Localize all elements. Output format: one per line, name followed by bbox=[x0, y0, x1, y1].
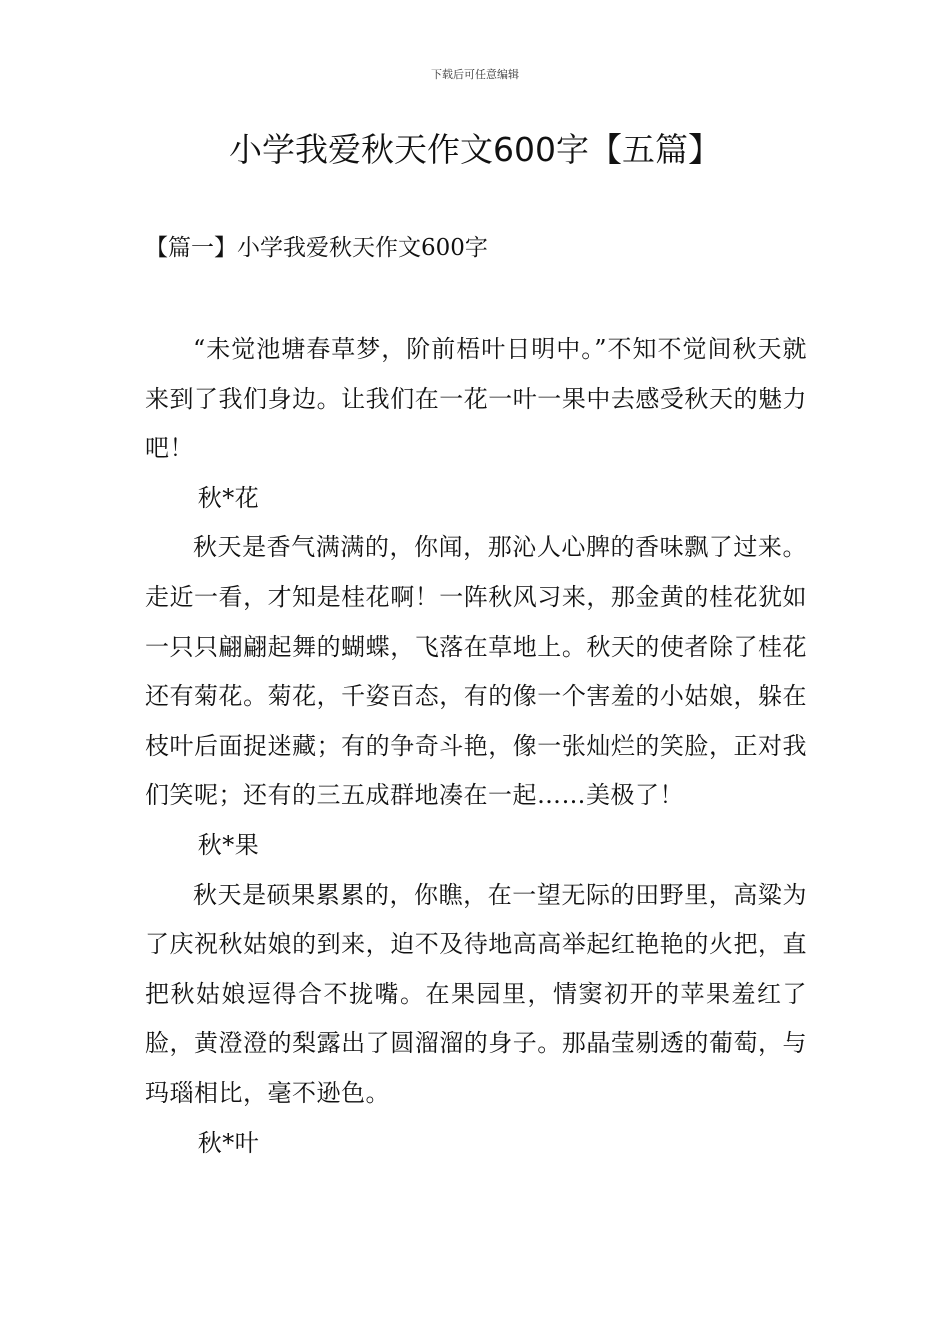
paragraph-fruits: 秋天是硕果累累的，你瞧，在一望无际的田野里，高粱为了庆祝秋姑娘的到来，迫不及待地高高举起红艳艳的火把，直把秋姑娘逗得合不拢嘴。在果园里，情窦初开的苹果羞红了脸，黄澄澄的梨露出了圆溜溜的身子。那晶莹剔透的葡萄，与玛瑙相比，毫不逊色。 bbox=[145, 880, 807, 1107]
header-note: 下载后可任意编辑 bbox=[431, 68, 519, 81]
subheading-autumn-flowers: 秋*花 bbox=[197, 483, 260, 512]
subheading-autumn-fruits: 秋*果 bbox=[197, 830, 260, 859]
paragraph-flowers: 秋天是香气满满的，你闻，那沁人心脾的香味飘了过来。走近一看，才知是桂花啊！一阵秋风习来，那金黄的桂花犹如一只只翩翩起舞的蝴蝶，飞落在草地上。秋天的使者除了桂花还有菊花。菊花，千姿百态，有的像一个害羞的小姑娘，躲在枝叶后面捉迷藏；有的争奇斗艳，像一张灿烂的笑脸，正对我们笑呢；还有的三五成群地凑在一起……美极了！ bbox=[145, 533, 807, 810]
paragraph-intro: “未觉池塘春草梦，阶前梧叶日明中。”不知不觉间秋天就来到了我们身边。让我们在一花一叶一果中去感受秋天的魅力吧！ bbox=[145, 335, 807, 463]
document-body bbox=[145, 325, 807, 1168]
section-heading: 【篇一】小学我爱秋天作文600字 bbox=[145, 235, 488, 261]
document-title: 小学我爱秋天作文600字【五篇】 bbox=[229, 130, 721, 169]
subheading-autumn-leaves: 秋*叶 bbox=[197, 1128, 260, 1157]
